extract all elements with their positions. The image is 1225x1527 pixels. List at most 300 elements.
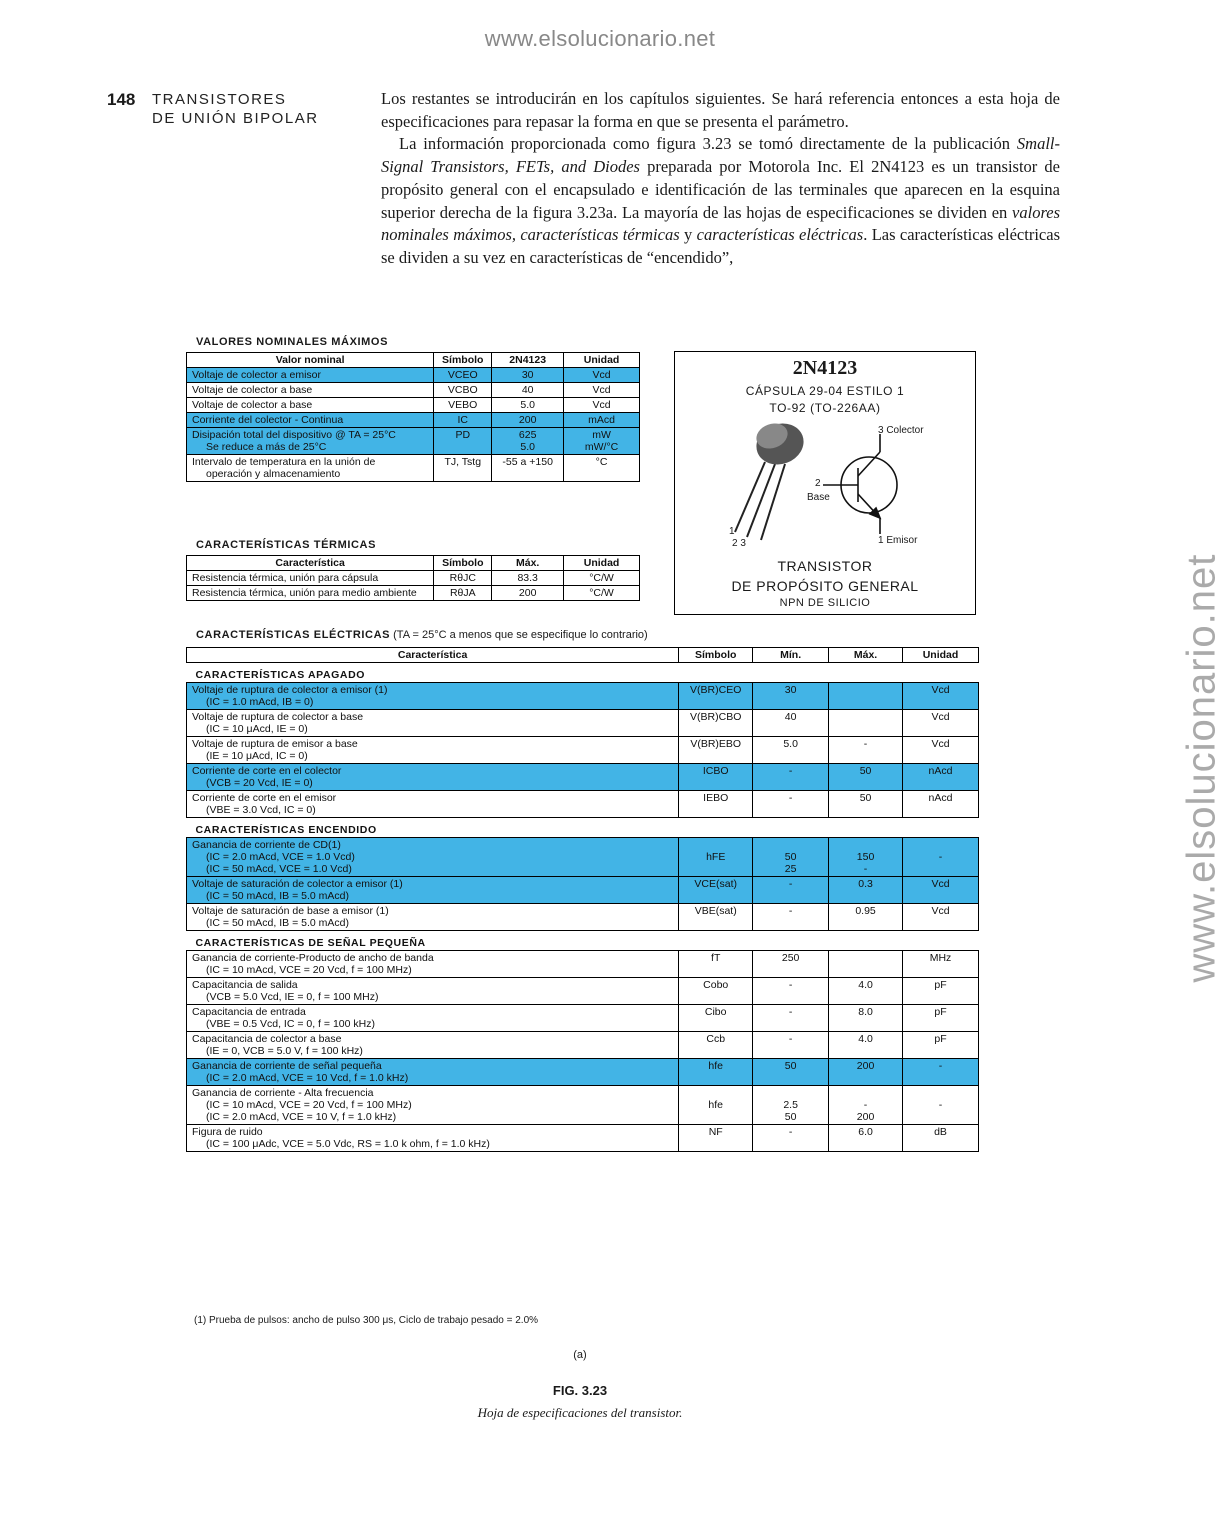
rating-name	[187, 368, 434, 383]
unit	[903, 978, 979, 1005]
rating-value-line: 40	[521, 384, 534, 396]
min-value-line: 30	[784, 684, 797, 696]
column-header: Valor nominal	[187, 353, 434, 368]
characteristic-line: Ganancia de corriente de CD(1)	[192, 839, 341, 851]
min-value-line: 50	[784, 1111, 797, 1123]
rating-value-line: 5.0	[520, 399, 535, 411]
symbol	[679, 737, 753, 764]
characteristic-line: (IC = 50 mAcd, IB = 5.0 mAcd)	[206, 917, 349, 929]
characteristic-line: (IC = 2.0 mAcd, VCE = 1.0 Vcd)	[206, 851, 355, 863]
unit	[903, 1032, 979, 1059]
p2-term-2: características eléctricas	[696, 225, 864, 245]
unit-line: nAcd	[928, 792, 953, 804]
rating-unit	[564, 413, 640, 428]
symbol-line: V(BR)EBO	[690, 738, 742, 750]
running-head-line-2: DE UNIÓN BIPOLAR	[152, 110, 319, 127]
min-value-line: 250	[781, 952, 800, 964]
characteristic	[187, 1086, 679, 1125]
table-row	[187, 428, 640, 455]
unit-line: MHz	[929, 952, 952, 964]
max-value-line: 4.0	[858, 979, 873, 991]
rating-symbol-line: TJ, Tstg	[444, 456, 482, 468]
rating-symbol-line: VEBO	[448, 399, 478, 411]
symbol-line: ICBO	[702, 765, 729, 777]
device-type-line-3: NPN DE SILICIO	[779, 597, 871, 609]
watermark-side: www.elsolucionario.net	[1179, 553, 1224, 983]
case-package: TO-92 (TO-226AA)	[769, 401, 881, 415]
unit	[903, 904, 979, 931]
rating-unit-line: Vcd	[592, 399, 611, 411]
unit-line: nAcd	[928, 765, 953, 777]
rating-unit	[564, 455, 640, 482]
characteristic-line: Voltaje de ruptura de colector a emisor (1)	[192, 684, 388, 696]
min-value	[753, 838, 829, 877]
npn-symbol-icon	[823, 434, 897, 534]
max-value	[829, 710, 903, 737]
max-value-line: -	[863, 863, 868, 875]
symbol-line: Ccb	[706, 1033, 726, 1045]
min-value-line	[758, 839, 823, 851]
characteristic-line: (IC = 50 mAcd, IB = 5.0 mAcd)	[206, 890, 349, 902]
max-value-line: 6.0	[858, 1126, 873, 1138]
table-row	[187, 383, 640, 398]
characteristic-line: (IC = 1.0 mAcd, IB = 0)	[206, 696, 314, 708]
max-ratings-table	[186, 352, 640, 482]
characteristic-line: (IC = 2.0 mAcd, VCE = 10 Vcd, f = 1.0 kHz)	[206, 1072, 409, 1084]
min-value	[753, 1125, 829, 1152]
column-header: Máx.	[492, 556, 564, 571]
rating-symbol	[434, 428, 492, 455]
watermark-top: www.elsolucionario.net	[484, 26, 716, 51]
characteristic-line: Voltaje de saturación de colector a emisor (1)	[192, 878, 403, 890]
rating-value	[492, 455, 564, 482]
min-value	[753, 1005, 829, 1032]
running-head-line-1: TRANSISTORES	[152, 91, 287, 108]
electrical-title: CARACTERÍSTICAS ELÉCTRICAS	[196, 629, 391, 641]
min-value-line: -	[788, 1033, 793, 1045]
rating-name-line: Voltaje de colector a emisor	[192, 369, 321, 381]
min-value	[753, 737, 829, 764]
min-value-line: -	[788, 792, 793, 804]
characteristic	[187, 978, 679, 1005]
p2-publication-title: Small-Signal Transistors, FETs, and Diodes	[381, 134, 1060, 177]
characteristic-line: Voltaje de ruptura de colector a base	[192, 711, 364, 723]
min-value	[753, 877, 829, 904]
rating-symbol	[434, 398, 492, 413]
table-row	[187, 398, 640, 413]
characteristic-line: (IC = 10 mAcd, VCE = 20 Vcd, f = 100 MHz)	[206, 964, 412, 976]
table-row	[187, 571, 640, 586]
rating-symbol	[434, 413, 492, 428]
unit	[903, 1086, 979, 1125]
max-value	[829, 978, 903, 1005]
characteristic-line: (IC = 2.0 mAcd, VCE = 10 V, f = 1.0 kHz)	[206, 1111, 397, 1123]
electrical-title-note: (TA = 25°C a menos que se especifique lo contrario)	[393, 629, 648, 641]
unit	[903, 1125, 979, 1152]
min-value-line: -	[788, 1006, 793, 1018]
min-value	[753, 1059, 829, 1086]
rating-symbol-line: PD	[455, 429, 471, 441]
figure-caption: Hoja de especificaciones del transistor.	[477, 1405, 683, 1420]
characteristic-line: Capacitancia de salida	[192, 979, 298, 991]
running-head	[152, 90, 319, 128]
unit-line: pF	[934, 1006, 947, 1018]
characteristic-line: (IC = 50 mAcd, VCE = 1.0 Vcd)	[206, 863, 352, 875]
min-value-line: 50	[784, 1060, 797, 1072]
table-row	[187, 1086, 979, 1125]
rating-name-line: operación y almacenamiento	[206, 468, 341, 480]
min-value-line: -	[788, 765, 793, 777]
min-value-line: 25	[784, 863, 797, 875]
rating-unit	[564, 398, 640, 413]
thermal-name: Resistencia térmica, unión para medio ambiente	[187, 586, 434, 601]
symbol-line: VBE(sat)	[694, 905, 737, 917]
characteristic	[187, 951, 679, 978]
unit	[903, 1005, 979, 1032]
unit-line: dB	[934, 1126, 947, 1138]
paragraph-2	[381, 133, 1060, 269]
characteristic-line: (IC = 10 μAcd, IE = 0)	[206, 723, 308, 735]
characteristic-line: (IC = 10 mAcd, VCE = 20 Vcd, f = 100 MHz)	[206, 1099, 412, 1111]
thermal-value: 83.3	[492, 571, 564, 586]
thermal-symbol: RθJC	[434, 571, 492, 586]
characteristic	[187, 791, 679, 818]
section-title: CARACTERÍSTICAS DE SEÑAL PEQUEÑA	[195, 937, 426, 949]
min-value-line: -	[788, 878, 793, 890]
characteristic	[187, 764, 679, 791]
symbol-line: V(BR)CEO	[690, 684, 742, 696]
max-value-line: 4.0	[858, 1033, 873, 1045]
rating-unit-line: Vcd	[592, 369, 611, 381]
max-value	[829, 951, 903, 978]
unit-line: -	[938, 1060, 943, 1072]
rating-unit	[564, 383, 640, 398]
section-title: CARACTERÍSTICAS ENCENDIDO	[195, 824, 377, 836]
characteristic-line: (VBE = 0.5 Vcd, IC = 0, f = 100 kHz)	[206, 1018, 375, 1030]
symbol-line: fT	[711, 952, 721, 964]
max-value-line: -	[863, 1099, 868, 1111]
thermal-unit: °C/W	[564, 571, 640, 586]
rating-symbol	[434, 455, 492, 482]
min-value	[753, 1032, 829, 1059]
symbol	[679, 904, 753, 931]
max-value-line: 0.95	[855, 905, 876, 917]
symbol	[679, 1032, 753, 1059]
max-value	[829, 877, 903, 904]
symbol	[679, 978, 753, 1005]
rating-value	[492, 413, 564, 428]
symbol-line: V(BR)CBO	[690, 711, 742, 723]
electrical-table	[186, 647, 979, 1152]
rating-name	[187, 398, 434, 413]
characteristic	[187, 1125, 679, 1152]
symbol-line: IEBO	[703, 792, 729, 804]
symbol-line: VCE(sat)	[694, 878, 737, 890]
symbol	[679, 1059, 753, 1086]
max-value-line: 200	[856, 1060, 875, 1072]
rating-value-line: 200	[518, 414, 537, 426]
part-number: 2N4123	[792, 357, 858, 379]
column-header: Símbolo	[679, 648, 753, 663]
table-row	[187, 951, 979, 978]
rating-name-line: Voltaje de colector a base	[192, 399, 313, 411]
unit	[903, 764, 979, 791]
symbol-line: hfe	[708, 1099, 723, 1111]
table-row	[187, 455, 640, 482]
symbol-line: Cibo	[704, 1006, 727, 1018]
characteristic-line: (VBE = 3.0 Vcd, IC = 0)	[206, 804, 316, 816]
characteristic	[187, 904, 679, 931]
pin-23-label: 2 3	[732, 538, 746, 549]
column-header: Característica	[187, 648, 679, 663]
characteristic-line: Capacitancia de colector a base	[192, 1033, 342, 1045]
characteristic	[187, 838, 679, 877]
characteristic-line: Corriente de corte en el emisor	[192, 792, 337, 804]
column-header: Característica	[187, 556, 434, 571]
rating-value	[492, 383, 564, 398]
unit	[903, 1059, 979, 1086]
table-row	[187, 838, 979, 877]
symbol-line: hfe	[708, 1060, 723, 1072]
rating-name-line: Se reduce a más de 25°C	[206, 441, 327, 453]
max-value-line: 0.3	[858, 878, 873, 890]
table-row	[187, 586, 640, 601]
characteristic	[187, 1005, 679, 1032]
thermal-name: Resistencia térmica, unión para cápsula	[187, 571, 434, 586]
characteristic-line: (IE = 0, VCB = 5.0 V, f = 100 kHz)	[206, 1045, 363, 1057]
thermal-table	[186, 555, 640, 601]
rating-value-line: 30	[521, 369, 534, 381]
characteristic	[187, 877, 679, 904]
to92-package-icon	[735, 417, 809, 540]
min-value-line: -	[788, 905, 793, 917]
characteristic-line: (IE = 10 μAcd, IC = 0)	[206, 750, 308, 762]
rating-name	[187, 413, 434, 428]
rating-name-line: Corriente del colector - Continua	[192, 414, 344, 426]
rating-unit-line: mW	[592, 429, 611, 441]
min-value	[753, 1086, 829, 1125]
rating-symbol	[434, 368, 492, 383]
rating-name	[187, 383, 434, 398]
max-value	[829, 1032, 903, 1059]
max-value	[829, 1059, 903, 1086]
pin-base-label: Base	[807, 492, 830, 503]
max-value-line: 50	[859, 792, 872, 804]
rating-symbol-line: VCEO	[447, 369, 478, 381]
unit	[903, 838, 979, 877]
symbol	[679, 1005, 753, 1032]
symbol	[679, 877, 753, 904]
rating-value-line: 625	[518, 429, 537, 441]
column-header: Símbolo	[434, 353, 492, 368]
rating-name	[187, 455, 434, 482]
min-value-line: 50	[784, 851, 797, 863]
max-value	[829, 683, 903, 710]
symbol	[679, 1125, 753, 1152]
min-value	[753, 951, 829, 978]
symbol	[679, 764, 753, 791]
device-info-box	[674, 351, 976, 615]
min-value	[753, 683, 829, 710]
column-header: Unidad	[903, 648, 979, 663]
characteristic-line: (VCB = 5.0 Vcd, IE = 0, f = 100 MHz)	[206, 991, 379, 1003]
max-value-line	[834, 1087, 897, 1099]
unit-line: Vcd	[931, 738, 950, 750]
figure-sub-label: (a)	[573, 1349, 587, 1361]
table-row	[187, 1125, 979, 1152]
table-row	[187, 904, 979, 931]
rating-name-line: Voltaje de colector a base	[192, 384, 313, 396]
unit-line: pF	[934, 1033, 947, 1045]
unit-line: -	[938, 1099, 943, 1111]
symbol-line: NF	[708, 1126, 723, 1138]
rating-unit-line: mAcd	[588, 414, 615, 426]
pin-emitter-label: 1 Emisor	[878, 535, 918, 546]
rating-value	[492, 368, 564, 383]
max-value	[829, 791, 903, 818]
unit	[903, 877, 979, 904]
pin-1-label: 1	[729, 526, 735, 537]
transistor-package-drawing	[675, 352, 975, 614]
column-header: Unidad	[564, 556, 640, 571]
max-value-line: 150	[856, 851, 875, 863]
min-value	[753, 710, 829, 737]
table-row	[187, 1005, 979, 1032]
characteristic	[187, 1059, 679, 1086]
characteristic-line: Voltaje de saturación de base a emisor (1)	[192, 905, 389, 917]
max-ratings-title: VALORES NOMINALES MÁXIMOS	[196, 336, 389, 348]
unit-line	[908, 1087, 973, 1099]
table-row	[187, 737, 979, 764]
rating-symbol-line: VCBO	[447, 384, 478, 396]
characteristic-line: (IC = 100 μAdc, VCE = 5.0 Vdc, RS = 1.0 k ohm, f = 1.0 kHz)	[206, 1138, 490, 1150]
max-value	[829, 838, 903, 877]
max-value	[829, 737, 903, 764]
unit	[903, 791, 979, 818]
symbol	[679, 710, 753, 737]
column-header: Símbolo	[434, 556, 492, 571]
pin-base-number: 2	[815, 478, 821, 489]
p2-term-1: valores nominales máximos, características térmicas	[381, 202, 1060, 245]
p2-text-a: La información proporcionada como figura 3.23 se tomó directamente de la publicación	[399, 134, 1017, 154]
pin-collector-label: 3 Colector	[878, 425, 924, 436]
characteristic-line: Voltaje de ruptura de emisor a base	[192, 738, 358, 750]
min-value-line: 40	[784, 711, 797, 723]
case-style: CÁPSULA 29-04 ESTILO 1	[745, 384, 905, 398]
unit	[903, 683, 979, 710]
paragraph-1: Los restantes se introducirán en los capítulos siguientes. Se hará referencia entonces a esta hoja de especificaciones para repasar la forma en que se presenta el parámetro.	[381, 89, 1060, 131]
characteristic-line: (VCB = 20 Vcd, IE = 0)	[206, 777, 313, 789]
rating-name-line: Disipación total del dispositivo @ TA = 25°C	[192, 429, 396, 441]
min-value	[753, 904, 829, 931]
table-row	[187, 791, 979, 818]
table-row	[187, 710, 979, 737]
characteristic	[187, 737, 679, 764]
rating-unit-line: Vcd	[592, 384, 611, 396]
table-row	[187, 1059, 979, 1086]
thermal-value: 200	[492, 586, 564, 601]
max-value-line: 200	[856, 1111, 875, 1123]
max-value-line: 8.0	[858, 1006, 873, 1018]
section-row	[187, 931, 979, 951]
table-row	[187, 413, 640, 428]
symbol	[679, 1086, 753, 1125]
max-value-line: 50	[859, 765, 872, 777]
rating-unit	[564, 368, 640, 383]
thermal-title: CARACTERÍSTICAS TÉRMICAS	[196, 539, 377, 551]
column-header: Mín.	[753, 648, 829, 663]
figure-number: FIG. 3.23	[552, 1383, 608, 1398]
rating-unit	[564, 428, 640, 455]
max-value	[829, 764, 903, 791]
characteristic-line: Figura de ruido	[192, 1126, 263, 1138]
max-value-line: -	[863, 738, 868, 750]
rating-value-line: -55 a +150	[502, 456, 553, 468]
p2-text-e: y	[679, 225, 697, 245]
min-value-line: -	[788, 979, 793, 991]
min-value-line: -	[788, 1126, 793, 1138]
unit	[903, 737, 979, 764]
unit-line	[908, 839, 973, 851]
p2-text-c: preparada por Motorola Inc. El 2N4123 es un transistor de propósito general con el encapsulado e identificación de las terminales que aparecen en la esquina superior derecha de la figura 3.23a. La mayoría de las hojas de especificaciones se dividen en	[381, 157, 1060, 222]
characteristic	[187, 710, 679, 737]
characteristic-line: Ganancia de corriente de señal pequeña	[192, 1060, 382, 1072]
min-value	[753, 764, 829, 791]
min-value-line: 2.5	[783, 1099, 798, 1111]
max-value	[829, 1086, 903, 1125]
max-value	[829, 904, 903, 931]
column-header: Unidad	[564, 353, 640, 368]
unit-line: Vcd	[931, 905, 950, 917]
rating-symbol	[434, 383, 492, 398]
min-value-line	[758, 1087, 823, 1099]
section-title: CARACTERÍSTICAS APAGADO	[195, 669, 366, 681]
device-type-line-2: DE PROPÓSITO GENERAL	[731, 578, 919, 594]
table-row	[187, 683, 979, 710]
symbol	[679, 838, 753, 877]
max-value-line	[834, 839, 897, 851]
max-value	[829, 1005, 903, 1032]
table-row	[187, 978, 979, 1005]
characteristic	[187, 683, 679, 710]
unit-line: pF	[934, 979, 947, 991]
min-value	[753, 978, 829, 1005]
unit-line: Vcd	[931, 684, 950, 696]
p2-text-g: . Las características eléctricas se dividen a su vez en características de “encendido”,	[381, 225, 1060, 267]
rating-symbol-line: IC	[457, 414, 469, 426]
footnote: (1) Prueba de pulsos: ancho de pulso 300 μs, Ciclo de trabajo pesado = 2.0%	[194, 1315, 539, 1326]
rating-unit-line: mW/°C	[584, 441, 619, 453]
characteristic	[187, 1032, 679, 1059]
rating-value	[492, 398, 564, 413]
symbol-line: hFE	[706, 851, 726, 863]
electrical-title-line	[196, 629, 648, 641]
characteristic-line: Ganancia de corriente-Producto de ancho de banda	[192, 952, 434, 964]
characteristic-line: Corriente de corte en el colector	[192, 765, 342, 777]
body-text	[381, 88, 1060, 270]
max-value	[829, 1125, 903, 1152]
unit	[903, 951, 979, 978]
symbol	[679, 791, 753, 818]
characteristic-line: Ganancia de corriente - Alta frecuencia	[192, 1087, 374, 1099]
device-type-line-1: TRANSISTOR	[777, 558, 873, 574]
rating-name	[187, 428, 434, 455]
symbol-line: Cobo	[703, 979, 729, 991]
min-value	[753, 791, 829, 818]
table-row	[187, 877, 979, 904]
symbol	[679, 951, 753, 978]
table-row	[187, 368, 640, 383]
